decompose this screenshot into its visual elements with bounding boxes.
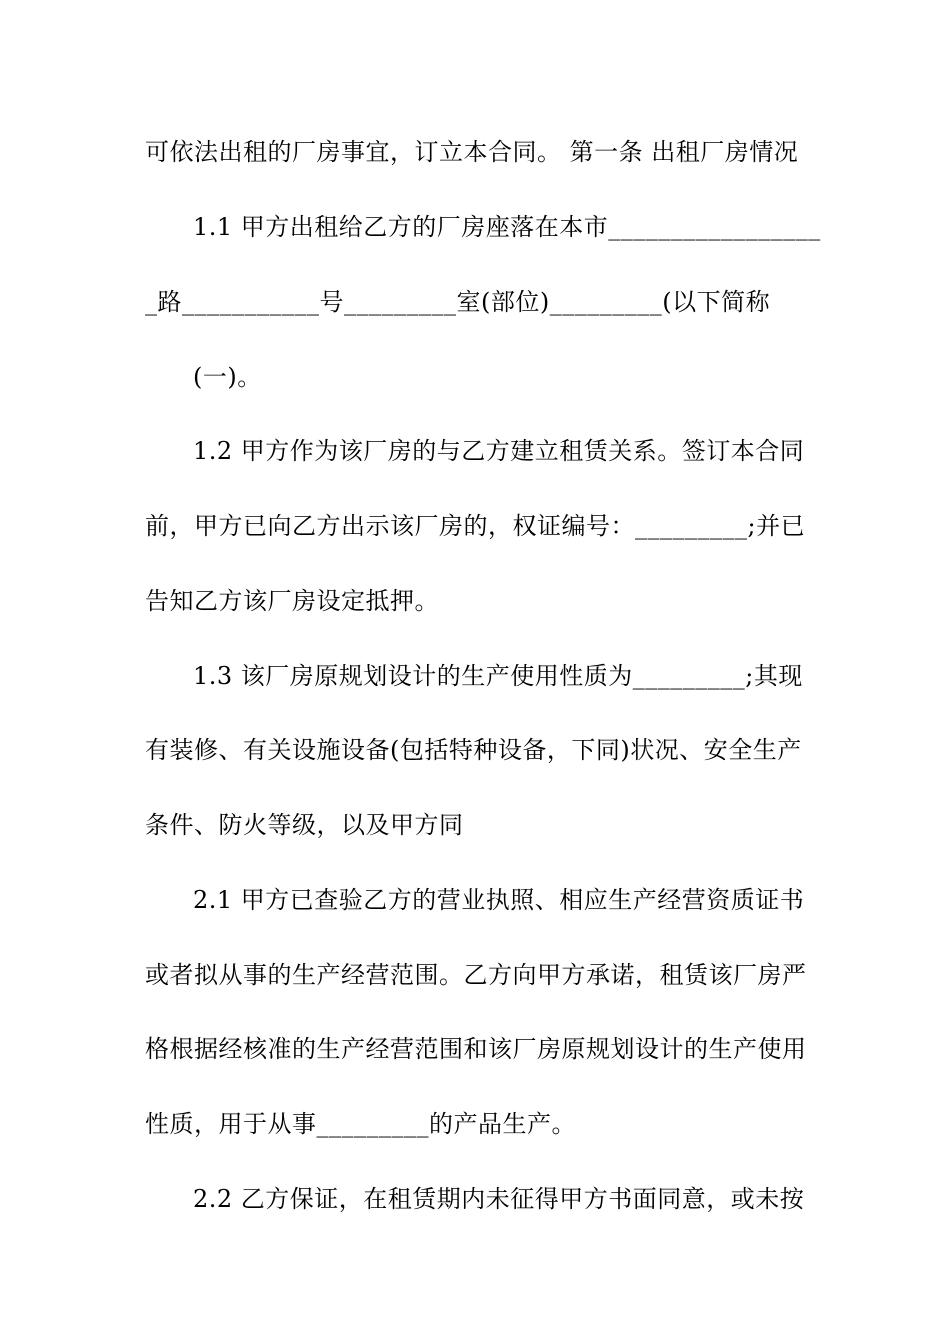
text-line-11: 2.1 甲方已查验乙方的营业执照、相应生产经营资质证书 <box>193 886 805 914</box>
text-line-3: _路___________号_________室(部位)_________(以下简称 <box>145 288 771 316</box>
text-line-7: 告知乙方该厂房设定抵押。 <box>145 587 439 615</box>
text-line-13: 格根据经核准的生产经营范围和该厂房原规划设计的生产使用 <box>145 1035 807 1063</box>
text-line-1: 可依法出租的厂房事宜，订立本合同。 第一条 出租厂房情况 <box>145 138 799 166</box>
text-line-2: 1.1 甲方出租给乙方的厂房座落在本市_________________ <box>193 213 821 241</box>
text-line-8: 1.3 该厂房原规划设计的生产使用性质为_________;其现 <box>193 662 803 690</box>
text-line-9: 有装修、有关设施设备(包括特种设备，下同)状况、安全生产 <box>145 736 802 764</box>
text-line-15: 2.2 乙方保证，在租赁期内未征得甲方书面同意，或未按 <box>193 1185 805 1213</box>
text-line-6: 前，甲方已向乙方出示该厂房的，权证编号：_________;并已 <box>145 512 806 540</box>
text-line-14: 性质，用于从事_________的产品生产。 <box>145 1110 576 1138</box>
text-line-5: 1.2 甲方作为该厂房的与乙方建立租赁关系。签订本合同 <box>193 437 805 465</box>
text-line-12: 或者拟从事的生产经营范围。乙方向甲方承诺，租赁该厂房严 <box>145 961 807 989</box>
text-line-4: (一)。 <box>193 363 262 391</box>
text-line-10: 条件、防火等级，以及甲方同 <box>145 811 464 839</box>
